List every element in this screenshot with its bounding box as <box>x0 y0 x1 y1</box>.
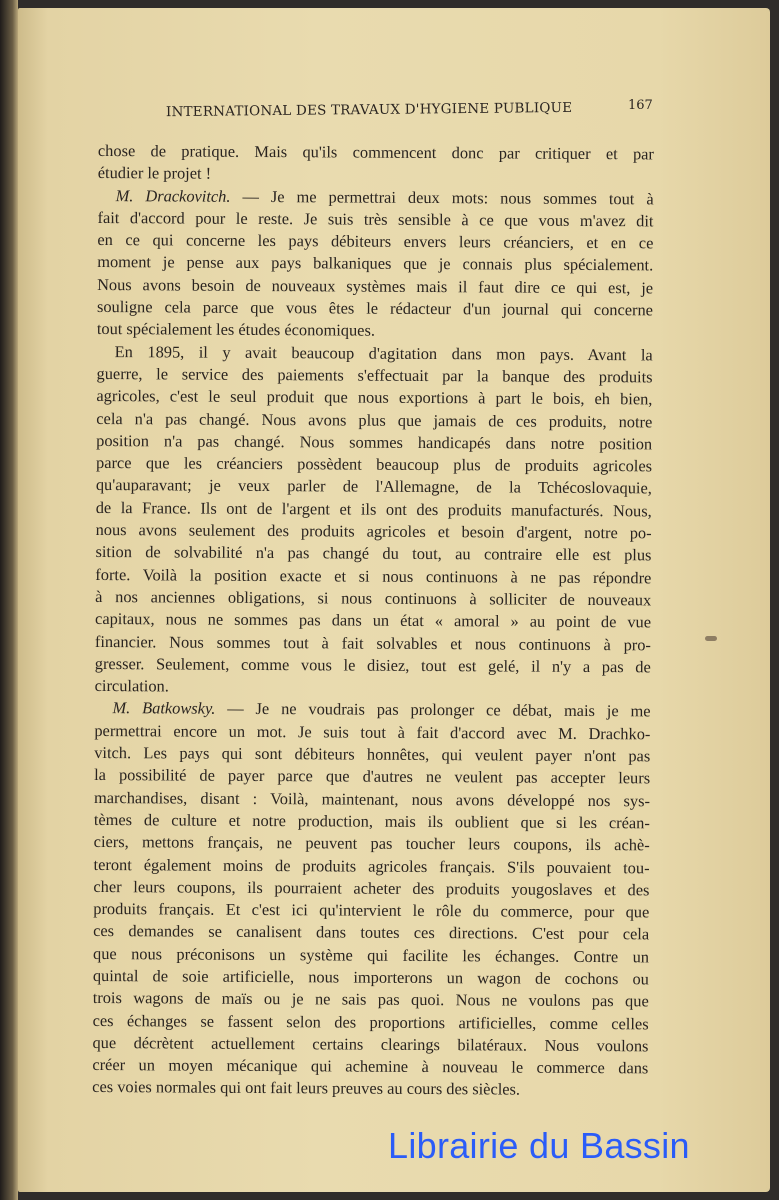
text-line <box>93 1010 649 1036</box>
text-line <box>95 564 651 590</box>
line-text: la possibilité de payer parce que d'autres ne veulent pas accepter leurs <box>94 765 651 788</box>
line-text: fait d'accord pour le reste. Je suis très sensible à ce que vous m'avez dit <box>97 207 654 231</box>
text-line <box>94 764 650 790</box>
line-text: en ce qui concerne les pays débiteurs envers leurs créanciers, et en ce <box>97 230 654 253</box>
line-text: permettrai encore un mot. Je suis tout à fait d'accord avec M. Drachko- <box>94 720 651 744</box>
line-text: position n'a pas changé. Nous sommes handicapés dans notre position <box>96 430 653 454</box>
line-text: de la France. Ils ont de l'argent et ils ont des produits manufacturés. Nous, <box>95 497 652 521</box>
line-text: tout spécialement les études économiques. <box>96 319 376 341</box>
line-text: qu'auparavant; je veux parler de l'Allemagne, de la Tchécoslovaquie, <box>95 475 652 498</box>
line-text: à nos anciennes obligations, si nous continuons à solliciter de nouveaux <box>95 586 652 610</box>
line-text: financier. Nous sommes tout à fait solvables et nous continuons à pro- <box>94 631 651 654</box>
speaker-name: M. Drackovitch. <box>115 185 231 206</box>
text-line <box>95 631 651 657</box>
line-text: forte. Voilà la position exacte et si nous continuons à ne pas répondre <box>95 564 652 588</box>
line-text: marchandises, disant : Voilà, maintenant, nous avons développé nos sys- <box>93 787 651 810</box>
line-text: parce que les créanciers possèdent beaucoup plus de produits agricoles <box>95 453 653 476</box>
line-text: trois wagons de maïs ou je ne sais pas quoi. Nous ne voulons pas que <box>92 988 649 1011</box>
line-text: teront également moins de produits agricoles français. S'ils pouvaient tou- <box>93 854 650 877</box>
line-text: ces échanges se fassent selon des proportions artificielles, comme celles <box>92 1010 649 1033</box>
speaker-name: M. Batkowsky. <box>112 698 216 719</box>
line-text: gresser. Seulement, comme vous le disiez, tout est gelé, il n'y a pas de <box>94 653 651 677</box>
line-text: chose de pratique. Mais qu'ils commencent donc par critiquer et par <box>97 140 654 164</box>
line-text: produits français. Et c'est ici qu'intervient le rôle du commerce, pour que <box>93 899 650 922</box>
line-text: sition de solvabilité n'a pas changé du tout, au contraire elle est plus <box>95 542 652 565</box>
text-line <box>93 987 649 1013</box>
line-text: cela n'a pas changé. Nous avons plus que jamais de ces produits, notre <box>96 408 653 431</box>
line-text: En 1895, il y avait beaucoup d'agitation dans mon pays. Avant la <box>114 341 653 365</box>
line-text: vitch. Les pays qui sont débiteurs honnêtes, qui veulent payer n'ont pas <box>94 743 651 766</box>
text-line <box>94 697 650 723</box>
line-text: — Je me permettrai deux mots: nous sommes tout à <box>230 186 654 208</box>
text-line <box>94 853 650 879</box>
line-text: que nous préconisons un système qui facilite les échanges. Contre un <box>92 943 650 967</box>
text-line <box>92 1076 648 1102</box>
line-text: tèmes de culture et notre production, mais ils oublient que si les créan- <box>93 809 650 833</box>
line-text: créer un moyen mécanique qui achemine à nouveau le commerce dans <box>92 1055 649 1078</box>
text-line <box>96 408 652 434</box>
text-line <box>95 653 651 679</box>
line-text: guerre, le service des paiements s'effectuait par la banque des produits <box>96 363 653 387</box>
paper-stain <box>705 636 717 641</box>
line-text: — Je ne voudrais pas prolonger ce débat, mais je me <box>215 699 651 721</box>
text-line <box>93 920 649 946</box>
line-text: ces voies normales qui ont fait leurs preuves au cours des siècles. <box>92 1077 521 1100</box>
text-line <box>96 474 652 500</box>
body-text <box>92 140 654 1102</box>
text-line <box>95 541 651 567</box>
line-text: souligne cela parce que vous êtes le rédacteur d'un journal qui concerne <box>96 297 654 320</box>
line-text: circulation. <box>94 676 169 696</box>
line-text: étudier le projet ! <box>97 163 212 183</box>
line-text: capitaux, nous ne sommes pas dans un état « amoral » au point de vue <box>95 609 652 632</box>
page-number: 167 <box>628 98 653 113</box>
text-line <box>97 251 653 277</box>
line-text: cher leurs coupons, ils pourraient acheter des produits yougoslaves et des <box>93 876 650 900</box>
line-text: que décrètent actuellement certains clearings bilatéraux. Nous voulons <box>92 1032 649 1056</box>
line-text: moment je pense aux pays balkaniques que je connais plus spécialement. <box>97 252 654 275</box>
watermark: Librairie du Bassin <box>388 1125 690 1166</box>
running-title: INTERNATIONAL DES TRAVAUX D'HYGIENE PUBLIQUE <box>165 99 573 121</box>
text-line <box>94 787 650 813</box>
line-text: agricoles, c'est le seul produit que nous exportions à part le bois, eh bien, <box>96 386 653 409</box>
text-line <box>95 608 651 634</box>
line-text: ciers, mettons français, ne peuvent pas toucher leurs coupons, ils achè- <box>93 832 650 855</box>
text-line <box>96 385 652 411</box>
text-line <box>98 185 654 211</box>
text-line <box>98 162 654 188</box>
line-text: quintal de soie artificielle, nous importerons un wagon de cochons ou <box>92 965 649 989</box>
line-text: Nous avons besoin de nouveaux systèmes mais il faut dire ce qui est, je <box>97 274 654 298</box>
line-text: nous avons seulement des produits agricoles et besoin d'argent, notre po- <box>95 520 652 543</box>
text-line <box>97 318 653 344</box>
book-spine-edge <box>0 0 18 1200</box>
line-text: ces demandes se canalisent dans toutes ces directions. C'est pour cela <box>93 921 650 944</box>
text-line <box>94 831 650 857</box>
